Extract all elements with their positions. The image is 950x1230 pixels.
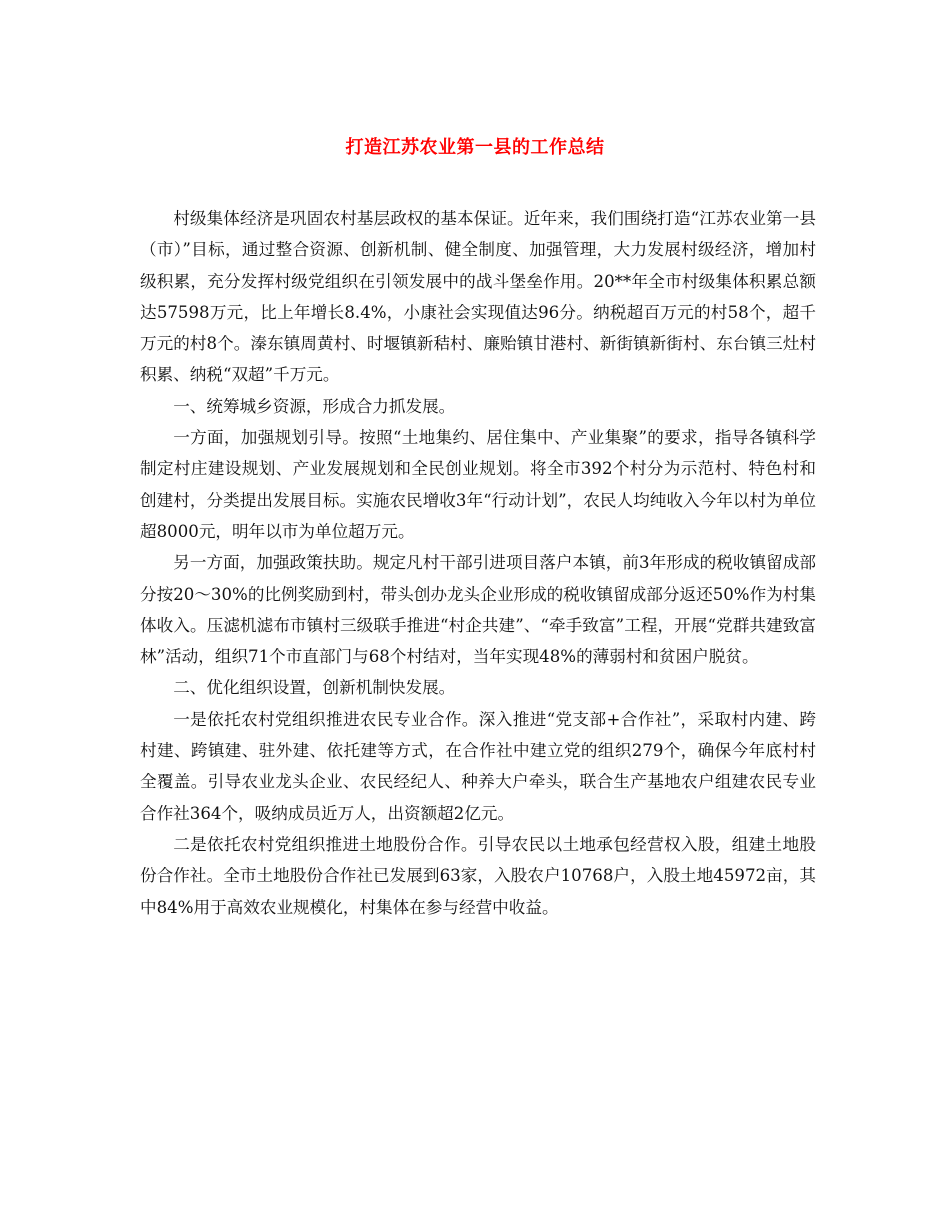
paragraph-policy: 另一方面，加强政策扶助。规定凡村干部引进项目落户本镇，前3年形成的税收镇留成部分按20～30%的比例奖励到村，带头创办龙头企业形成的税收镇留成部分返还50%作为村集体收入。压滤机滤布市镇村三级联手推进“村企共建”、“牵手致富”工程，开展“党群共建致富林”活动，组织71个市直部门与68个村结对，当年实现48%的薄弱村和贫困户脱贫。 bbox=[140, 553, 816, 667]
paragraph-planning: 一方面，加强规划引导。按照“土地集约、居住集中、产业集聚”的要求，指导各镇科学制定村庄建设规划、产业发展规划和全民创业规划。将全市392个村分为示范村、特色村和创建村，分类提出发展目标。实施农民增收3年“行动计划”，农民人均纯收入今年以村为单位超8000元，明年以市为单位超万元。 bbox=[140, 428, 816, 541]
document-body bbox=[140, 203, 816, 923]
paragraph-intro: 村级集体经济是巩固农村基层政权的基本保证。近年来，我们围绕打造“江苏农业第一县（市）”目标，通过整合资源、创新机制、健全制度、加强管理，大力发展村级经济，增加村级积累，充分发挥村级党组织在引领发展中的战斗堡垒作用。20**年全市村级集体积累总额达57598万元，比上年增长8.4%，小康社会实现值达96分。纳税超百万元的村58个，超千万元的村8个。溱东镇周黄村、时堰镇新秸村、廉贻镇甘港村、新街镇新街村、东台镇三灶村积累、纳税“双超”千万元。 bbox=[140, 209, 816, 385]
paragraph-land-shares: 二是依托农村党组织推进土地股份合作。引导农民以土地承包经营权入股，组建土地股份合作社。全市土地股份合作社已发展到63家，入股农户10768户，入股土地45972亩，其中84%用于高效农业规模化，村集体在参与经营中收益。 bbox=[140, 834, 816, 917]
paragraph-cooperatives: 一是依托农村党组织推进农民专业合作。深入推进“党支部+合作社”，采取村内建、跨村建、跨镇建、驻外建、依托建等方式，在合作社中建立党的组织279个，确保今年底村村全覆盖。引导农业龙头企业、农民经纪人、种养大户牵头，联合生产基地农户组建农民专业合作社364个，吸纳成员近万人，出资额超2亿元。 bbox=[140, 709, 816, 823]
section-heading-1: 一、统筹城乡资源，形成合力抓发展。 bbox=[173, 396, 456, 416]
document-title: 打造江苏农业第一县的工作总结 bbox=[345, 137, 605, 158]
section-heading-2: 二、优化组织设置，创新机制快发展。 bbox=[173, 678, 456, 698]
